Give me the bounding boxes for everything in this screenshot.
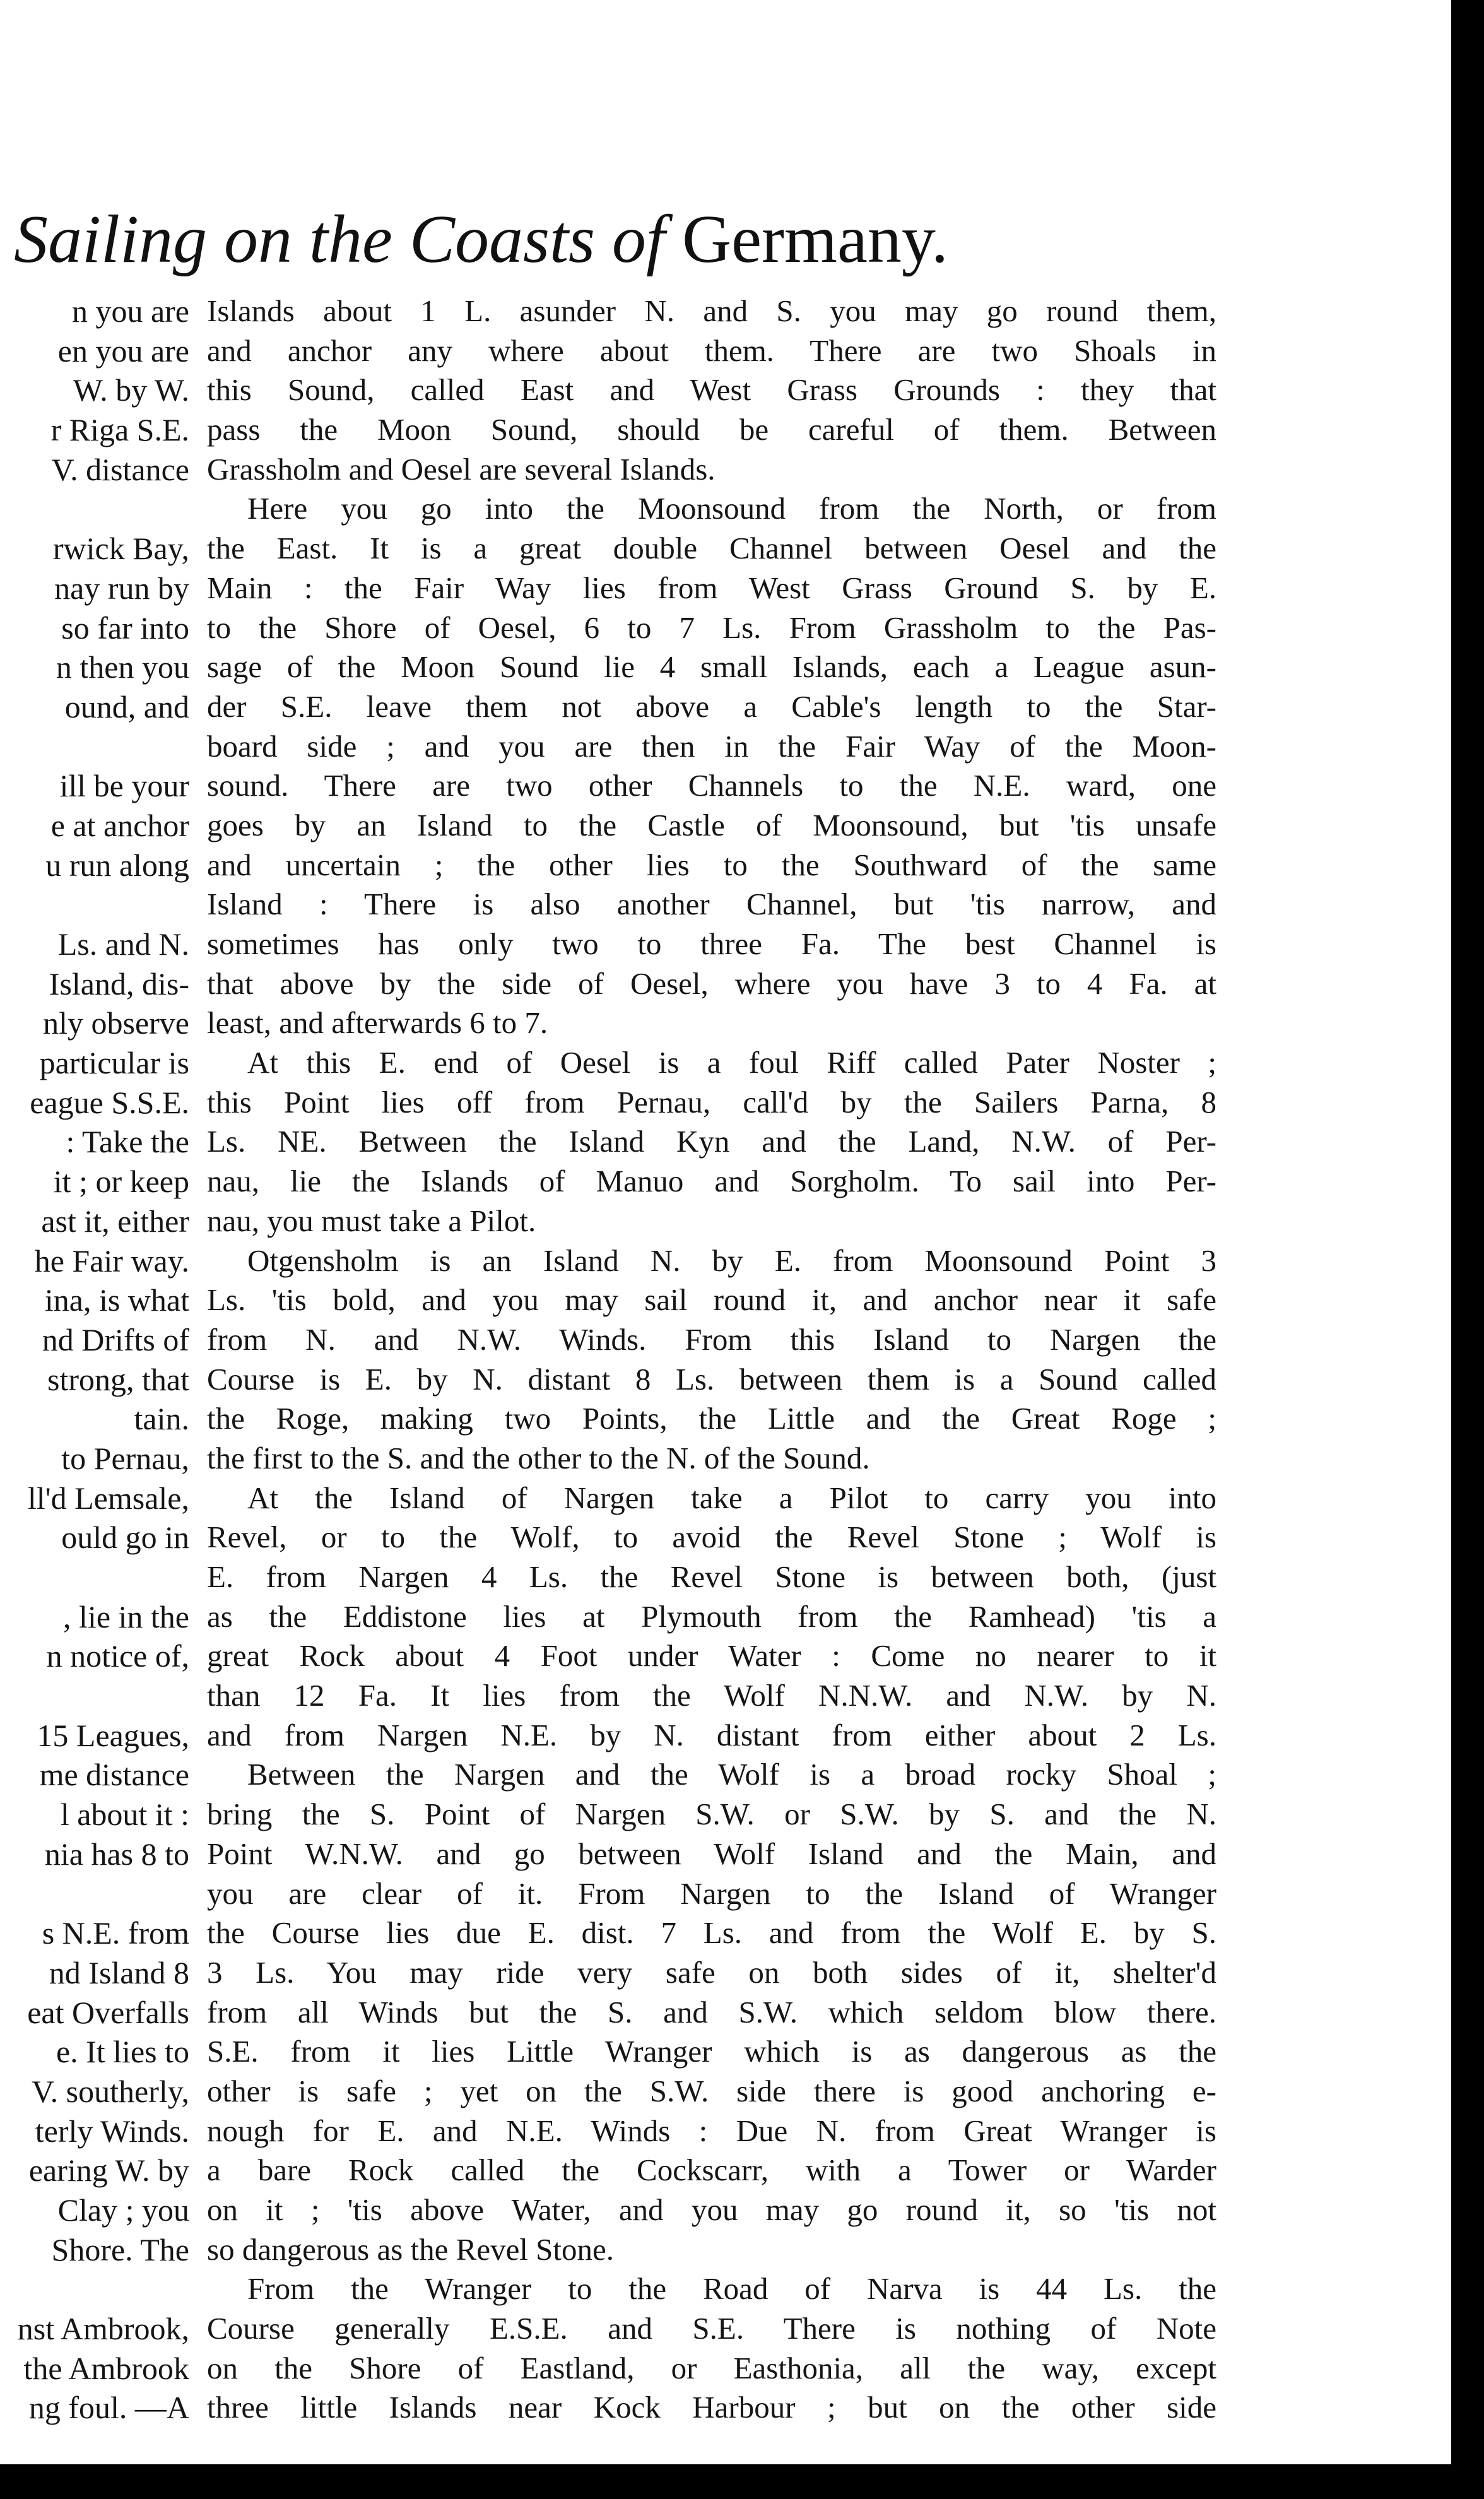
left-column-line: Clay ; you <box>57 2192 189 2228</box>
left-column-line <box>0 727 189 767</box>
text-line: Between the Nargen and the Wolf is a broad rocky Shoal ; <box>247 1757 1216 1792</box>
text-line: and anchor any where about them. There are two Shoals in <box>207 333 1216 368</box>
left-column-line: nd Island 8 <box>49 1954 189 1990</box>
left-column-line <box>0 885 189 925</box>
left-column-line: Ls. and N. <box>57 926 189 962</box>
text-line: nau, lie the Islands of Manuo and Sorgholm. To sail into Per- <box>207 1164 1216 1199</box>
left-column-line: he Fair way. <box>34 1243 189 1279</box>
text-line: At this E. end of Oesel is a foul Riff called Pater Noster ; <box>247 1045 1216 1080</box>
left-column-line: ng foul. —A <box>28 2390 189 2426</box>
left-column-line: eague S.S.E. <box>30 1084 189 1120</box>
text-line: sound. There are two other Channels to the N.E. ward, one <box>207 768 1216 803</box>
text-line: sage of the Moon Sound lie 4 small Islands, each a League asun- <box>207 649 1216 685</box>
left-column-line: n you are <box>71 293 189 329</box>
left-column-line: terly Winds. <box>35 2113 189 2149</box>
text-line: and from Nargen N.E. by N. distant from either about 2 Ls. <box>207 1717 1216 1752</box>
text-line: to the Shore of Oesel, 6 to 7 Ls. From Grassholm to the Pas- <box>207 610 1216 645</box>
text-line: Island : There is also another Channel, but 'tis narrow, and <box>207 887 1216 922</box>
left-column-line <box>0 489 189 529</box>
text-line: Otgensholm is an Island N. by E. from Moonsound Point 3 <box>247 1243 1216 1278</box>
text-line: a bare Rock called the Cockscarr, with a Tower or Warder <box>207 2153 1216 2188</box>
left-column-line: e. It lies to <box>56 2034 189 2070</box>
text-line: on it ; 'tis above Water, and you may go round it, so 'tis not <box>207 2192 1216 2227</box>
text-line: Grassholm and Oesel are several Islands. <box>207 451 716 487</box>
left-column-line: V. southerly, <box>32 2073 189 2109</box>
text-line: great Rock about 4 Foot under Water : Come no nearer to it <box>207 1638 1216 1674</box>
running-head <box>14 201 1213 289</box>
running-head-roman: Germany. <box>682 202 948 277</box>
text-line: E. from Nargen 4 Ls. the Revel Stone is between both, (just <box>207 1559 1216 1594</box>
text-line: Here you go into the Moonsound from the North, or from <box>247 491 1216 526</box>
text-line: board side ; and you are then in the Fair Way of the Moon- <box>207 728 1216 764</box>
left-column-line: earing W. by <box>28 2153 189 2189</box>
text-line: Course generally E.S.E. and S.E. There is nothing of Note <box>207 2311 1216 2346</box>
text-line: Course is E. by N. distant 8 Ls. between them is a Sound called <box>207 1361 1216 1397</box>
main-text-column <box>207 292 1216 2462</box>
text-line: pass the Moon Sound, should be careful of them. Between <box>207 412 1216 447</box>
left-column-line: : Take the <box>66 1124 189 1160</box>
text-line: Point W.N.W. and go between Wolf Island and the Main, and <box>207 1836 1216 1871</box>
left-column-line: rwick Bay, <box>52 531 189 567</box>
text-line: nough for E. and N.E. Winds : Due N. from Great Wranger is <box>207 2113 1216 2148</box>
text-line: and uncertain ; the other lies to the Southward of the same <box>207 847 1216 882</box>
running-head-italic: Sailing on the Coasts of <box>14 202 666 277</box>
left-column-line: en you are <box>57 333 189 369</box>
text-line: as the Eddistone lies at Plymouth from the Ramhead) 'tis a <box>207 1598 1216 1634</box>
text-line: Ls. NE. Between the Island Kyn and the Land, N.W. of Per- <box>207 1124 1216 1159</box>
text-line: sometimes has only two to three Fa. The best Channel is <box>207 926 1216 961</box>
left-column-line <box>0 1676 189 1716</box>
left-column-line: V. distance <box>51 451 189 487</box>
left-column-line: Shore. The <box>51 2231 189 2267</box>
text-line: bring the S. Point of Nargen S.W. or S.W. by S. and the N. <box>207 1797 1216 1832</box>
left-column-line: nia has 8 to <box>44 1836 189 1872</box>
text-line: three little Islands near Kock Harbour ; but on the other side <box>207 2390 1216 2425</box>
left-column-line: particular is <box>39 1045 189 1081</box>
left-column-line: nst Ambrook, <box>17 2311 189 2347</box>
text-line: from N. and N.W. Winds. From this Island to Nargen the <box>207 1321 1216 1357</box>
text-line: this Sound, called East and West Grass Grounds : they that <box>207 372 1216 408</box>
text-line: der S.E. leave them not above a Cable's length to the Star- <box>207 688 1216 724</box>
left-column-line: ound, and <box>64 688 189 724</box>
left-column-line: e at anchor <box>50 807 189 843</box>
left-column-line: u run along <box>45 847 189 883</box>
left-column-line: it ; or keep <box>53 1164 189 1200</box>
left-column-line: , lie in the <box>63 1598 189 1634</box>
text-line: from all Winds but the S. and S.W. which seldom blow there. <box>207 1994 1216 2029</box>
left-column-line <box>0 1874 189 1914</box>
left-column-fragment <box>0 292 189 2462</box>
left-column-line <box>0 2269 189 2309</box>
text-line: other is safe ; yet on the S.W. side there is good anchoring e- <box>207 2073 1216 2108</box>
text-line: the Roge, making two Points, the Little and the Great Roge ; <box>207 1401 1216 1436</box>
text-line: From the Wranger to the Road of Narva is 44 Ls. the <box>247 2271 1216 2307</box>
left-column-line: ould go in <box>61 1520 189 1556</box>
left-column-line: s N.E. from <box>42 1915 189 1951</box>
text-line: than 12 Fa. It lies from the Wolf N.N.W. and N.W. by N. <box>207 1678 1216 1713</box>
left-column-line: so far into <box>61 610 189 646</box>
left-column-line: r Riga S.E. <box>50 412 189 448</box>
left-column-line: Island, dis- <box>49 966 189 1001</box>
left-column-line: n notice of, <box>46 1638 189 1674</box>
text-line: that above by the side of Oesel, where you have 3 to 4 Fa. at <box>207 966 1216 1001</box>
text-line: least, and afterwards 6 to 7. <box>207 1005 548 1041</box>
text-line: nau, you must take a Pilot. <box>207 1203 536 1238</box>
left-column-line: the Ambrook <box>23 2350 189 2386</box>
left-column-line: nly observe <box>43 1005 189 1041</box>
text-line: the first to the S. and the other to the N. of the Sound. <box>207 1440 870 1475</box>
left-column-line: eat Overfalls <box>27 1994 189 2030</box>
left-column-line <box>0 1557 189 1597</box>
left-column-line: W. by W. <box>73 372 189 408</box>
text-line: you are clear of it. From Nargen to the Island of Wranger <box>207 1876 1216 1911</box>
text-line: Ls. 'tis bold, and you may sail round it, and anchor near it safe <box>207 1282 1216 1318</box>
left-column-line: n then you <box>56 649 189 685</box>
left-column-line: ina, is what <box>44 1282 189 1318</box>
text-line: Revel, or to the Wolf, to avoid the Revel Stone ; Wolf is <box>207 1520 1216 1555</box>
text-line: At the Island of Nargen take a Pilot to carry you into <box>247 1480 1216 1515</box>
left-column-line: ast it, either <box>41 1203 189 1239</box>
left-column-line: me distance <box>39 1757 189 1793</box>
left-column-line: ill be your <box>59 768 189 804</box>
text-line: on the Shore of Eastland, or Easthonia, all the way, except <box>207 2350 1216 2385</box>
left-column-line: nay run by <box>54 570 189 606</box>
left-column-line: tain. <box>134 1401 189 1437</box>
text-line: Main : the Fair Way lies from West Grass Ground S. by E. <box>207 570 1216 605</box>
text-line: this Point lies off from Pernau, call'd by the Sailers Parna, 8 <box>207 1084 1216 1120</box>
left-column-line: to Pernau, <box>61 1440 189 1476</box>
left-column-line: l about it : <box>60 1797 189 1833</box>
text-line: 3 Ls. You may ride very safe on both sides of it, shelter'd <box>207 1954 1216 1990</box>
left-column-line: ll'd Lemsale, <box>27 1480 189 1516</box>
text-line: S.E. from it lies Little Wranger which is as dangerous as the <box>207 2034 1216 2069</box>
text-line: Islands about 1 L. asunder N. and S. you may go round them, <box>207 293 1216 328</box>
left-column-line: nd Drifts of <box>42 1321 189 1357</box>
left-column-line: strong, that <box>47 1361 189 1397</box>
text-line: the Course lies due E. dist. 7 Ls. and from the Wolf E. by S. <box>207 1915 1216 1951</box>
left-column-line: 15 Leagues, <box>37 1717 189 1753</box>
text-line: the East. It is a great double Channel between Oesel and the <box>207 531 1216 566</box>
scan-border-bottom <box>0 2464 1484 2499</box>
scan-border-right <box>1451 0 1484 2499</box>
text-line: goes by an Island to the Castle of Moonsound, but 'tis unsafe <box>207 807 1216 842</box>
text-line: so dangerous as the Revel Stone. <box>207 2231 615 2267</box>
